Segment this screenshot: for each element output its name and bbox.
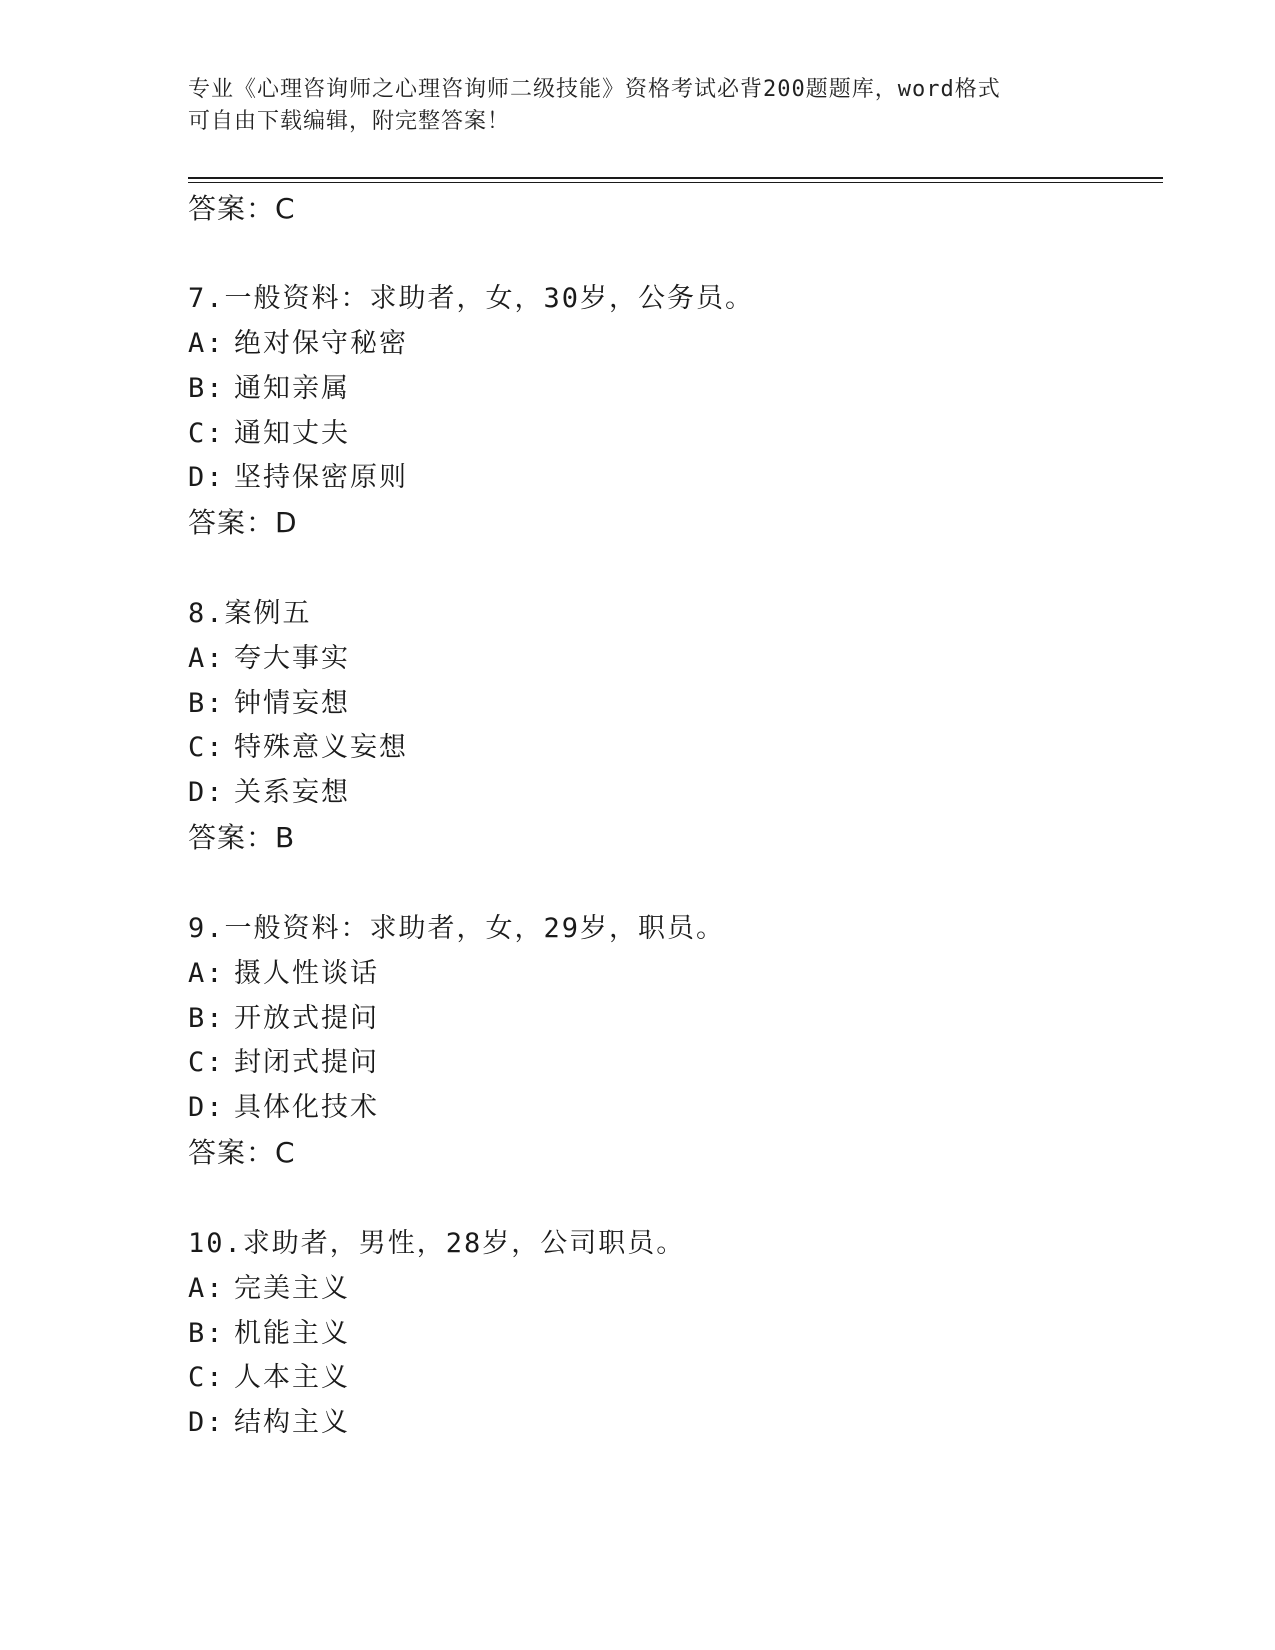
question-8-option-b bbox=[188, 687, 350, 721]
option-key: D: bbox=[188, 777, 225, 808]
option-key: C: bbox=[188, 1362, 225, 1393]
option-text: 开放式提问 bbox=[234, 1003, 379, 1034]
document-header bbox=[188, 74, 1088, 138]
option-key: A: bbox=[188, 1273, 225, 1304]
question-7-option-a bbox=[188, 327, 408, 361]
question-8-option-c bbox=[188, 731, 408, 765]
question-10-option-d bbox=[188, 1406, 350, 1440]
option-text: 封闭式提问 bbox=[234, 1047, 379, 1078]
question-9-stem: 9.一般资料：求助者，女，29岁，职员。 bbox=[188, 913, 726, 944]
option-text: 完美主义 bbox=[234, 1273, 350, 1304]
option-text: 夸大事实 bbox=[234, 643, 350, 674]
option-text: 通知亲属 bbox=[234, 373, 350, 404]
option-key: C: bbox=[188, 732, 225, 763]
question-7-option-b bbox=[188, 372, 350, 406]
option-key: C: bbox=[188, 1047, 225, 1078]
header-line-1: 专业《心理咨询师之心理咨询师二级技能》资格考试必背200题题库，word格式 bbox=[188, 77, 1001, 102]
header-divider-thin bbox=[188, 182, 1163, 183]
option-text: 摄人性谈话 bbox=[234, 958, 379, 989]
option-text: 特殊意义妄想 bbox=[234, 732, 408, 763]
option-text: 通知丈夫 bbox=[234, 418, 350, 449]
option-text: 坚持保密原则 bbox=[234, 462, 408, 493]
previous-answer: 答案：C bbox=[188, 192, 296, 225]
question-10-option-c bbox=[188, 1361, 350, 1395]
question-8-answer: 答案：B bbox=[188, 821, 296, 854]
question-7-answer: 答案：D bbox=[188, 506, 298, 539]
option-text: 绝对保守秘密 bbox=[234, 328, 408, 359]
question-7-option-c bbox=[188, 417, 350, 451]
option-text: 钟情妄想 bbox=[234, 688, 350, 719]
option-key: B: bbox=[188, 1003, 225, 1034]
question-9-answer: 答案：C bbox=[188, 1136, 296, 1169]
question-7-stem: 7.一般资料：求助者，女，30岁，公务员。 bbox=[188, 283, 755, 314]
header-line-2: 可自由下载编辑，附完整答案！ bbox=[188, 109, 511, 134]
question-7-option-d bbox=[188, 461, 408, 495]
option-key: D: bbox=[188, 462, 225, 493]
option-text: 具体化技术 bbox=[234, 1092, 379, 1123]
question-10-option-a bbox=[188, 1272, 350, 1306]
question-9-option-c bbox=[188, 1046, 379, 1080]
question-8-stem: 8.案例五 bbox=[188, 598, 312, 629]
option-key: D: bbox=[188, 1092, 225, 1123]
header-divider-thick bbox=[188, 177, 1163, 179]
question-8-option-a bbox=[188, 642, 350, 676]
question-10-option-b bbox=[188, 1317, 350, 1351]
option-text: 结构主义 bbox=[234, 1407, 350, 1438]
option-key: A: bbox=[188, 958, 225, 989]
option-key: D: bbox=[188, 1407, 225, 1438]
question-9-option-d bbox=[188, 1091, 379, 1125]
question-8-option-d bbox=[188, 776, 350, 810]
option-key: B: bbox=[188, 1318, 225, 1349]
option-key: C: bbox=[188, 418, 225, 449]
option-text: 机能主义 bbox=[234, 1318, 350, 1349]
option-key: B: bbox=[188, 373, 225, 404]
question-9-option-a bbox=[188, 957, 379, 991]
option-key: B: bbox=[188, 688, 225, 719]
question-10-stem: 10.求助者，男性，28岁，公司职员。 bbox=[188, 1228, 686, 1259]
question-9-option-b bbox=[188, 1002, 379, 1036]
option-text: 关系妄想 bbox=[234, 777, 350, 808]
option-key: A: bbox=[188, 328, 225, 359]
option-text: 人本主义 bbox=[234, 1362, 350, 1393]
option-key: A: bbox=[188, 643, 225, 674]
